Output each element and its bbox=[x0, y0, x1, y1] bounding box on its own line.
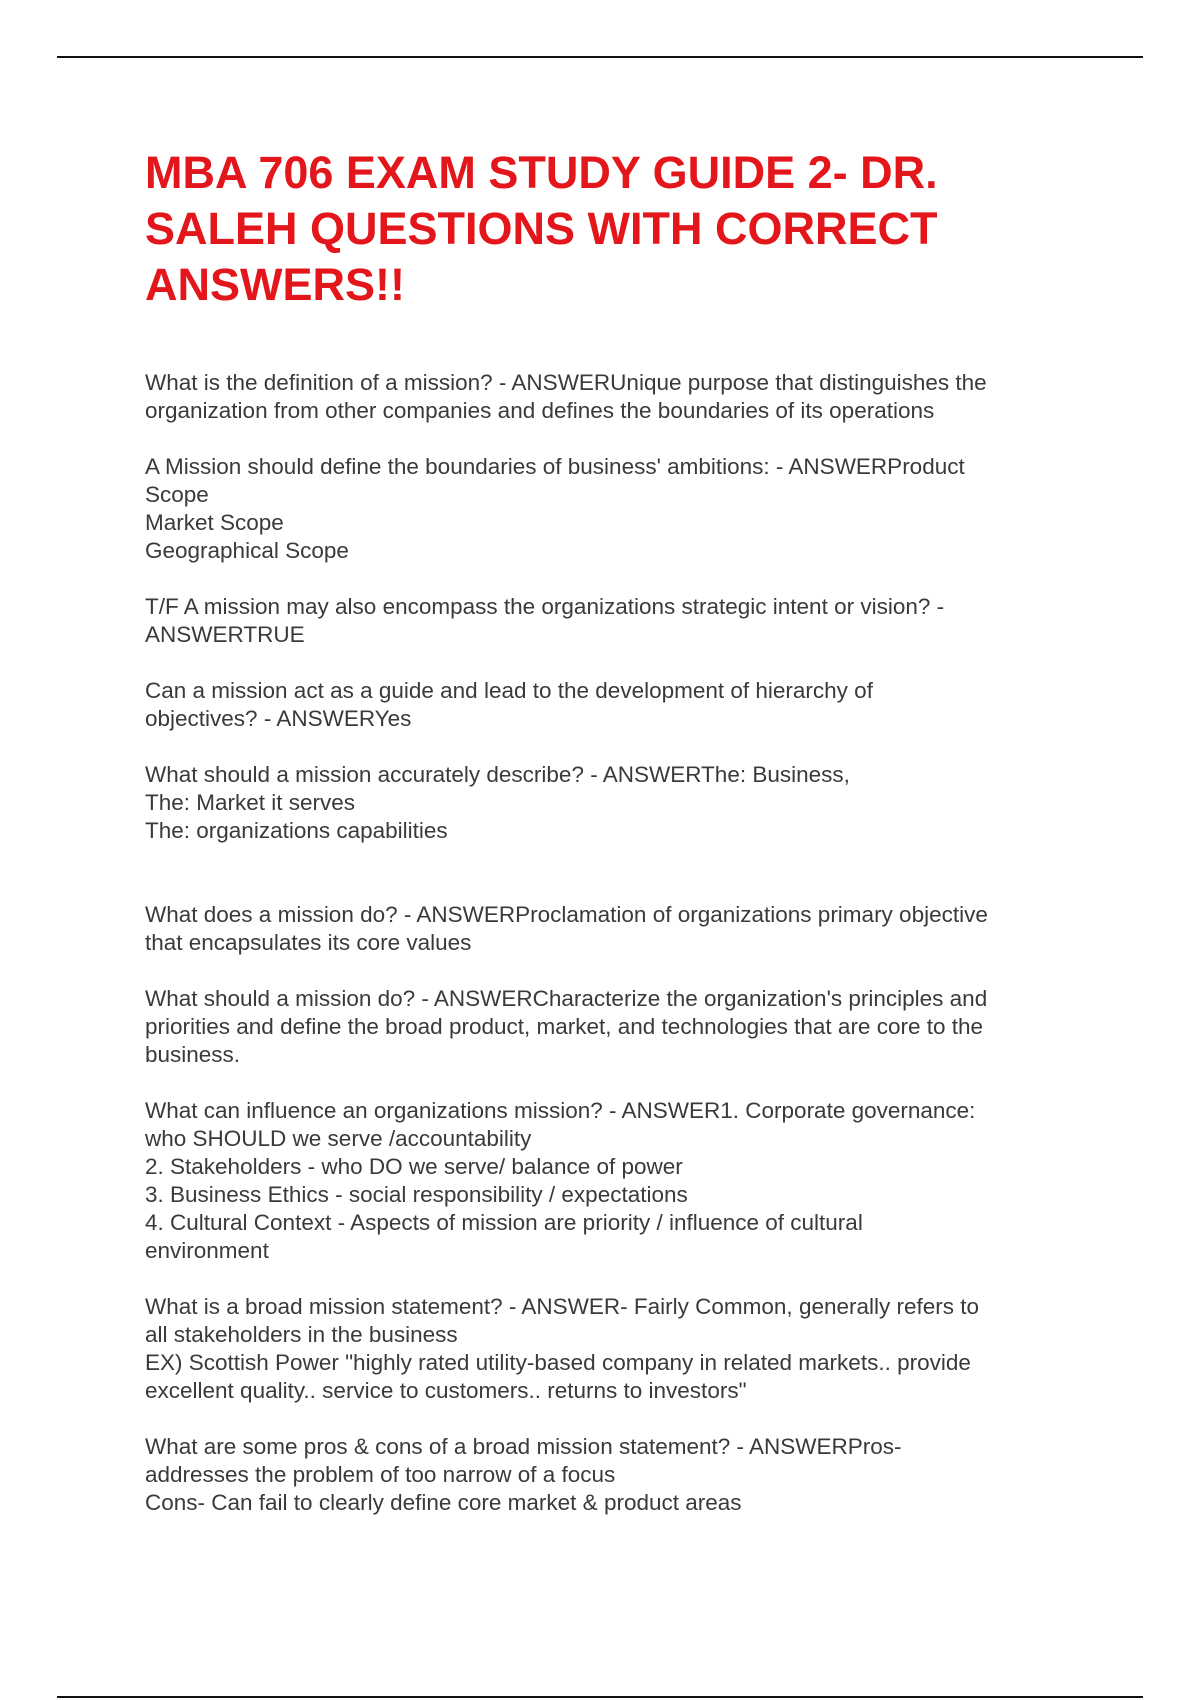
qa-line: excellent quality.. service to customers.. returns to investors" bbox=[145, 1378, 747, 1403]
qa-entry bbox=[145, 677, 1075, 733]
qa-line: What is a broad mission statement? - ANSWER- Fairly Common, generally refers to bbox=[145, 1294, 980, 1319]
qa-entry bbox=[145, 1433, 1075, 1517]
qa-entry bbox=[145, 901, 1075, 957]
qa-entry bbox=[145, 761, 1075, 845]
qa-entry bbox=[145, 985, 1075, 1069]
qa-line: What should a mission do? - ANSWERCharacterize the organization's principles and bbox=[145, 986, 988, 1011]
qa-line: What should a mission accurately describe? - ANSWERThe: Business, bbox=[145, 762, 850, 787]
qa-line: objectives? - ANSWERYes bbox=[145, 706, 412, 731]
qa-line: that encapsulates its core values bbox=[145, 930, 472, 955]
qa-line: T/F A mission may also encompass the organizations strategic intent or vision? - bbox=[145, 594, 945, 619]
qa-line: What is the definition of a mission? - ANSWERUnique purpose that distinguishes the bbox=[145, 370, 987, 395]
qa-line: environment bbox=[145, 1238, 269, 1263]
qa-line: What can influence an organizations mission? - ANSWER1. Corporate governance: bbox=[145, 1098, 976, 1123]
qa-line: A Mission should define the boundaries of business' ambitions: - ANSWERProduct bbox=[145, 454, 965, 479]
document-title: MBA 706 EXAM STUDY GUIDE 2- DR. SALEH QUESTIONS WITH CORRECT ANSWERS!! bbox=[145, 147, 938, 310]
bottom-rule bbox=[57, 1696, 1143, 1698]
qa-line: priorities and define the broad product, market, and technologies that are core to the bbox=[145, 1014, 984, 1039]
qa-line: What are some pros & cons of a broad mission statement? - ANSWERPros- bbox=[145, 1434, 902, 1459]
document-page bbox=[145, 145, 1075, 1545]
qa-line: The: Market it serves bbox=[145, 790, 356, 815]
top-rule bbox=[57, 56, 1143, 58]
qa-entry bbox=[145, 453, 1075, 565]
qa-line: all stakeholders in the business bbox=[145, 1322, 458, 1347]
qa-line: who SHOULD we serve /accountability bbox=[145, 1126, 532, 1151]
qa-line: ANSWERTRUE bbox=[145, 622, 305, 647]
qa-line: 2. Stakeholders - who DO we serve/ balance of power bbox=[145, 1154, 683, 1179]
qa-line: The: organizations capabilities bbox=[145, 818, 448, 843]
qa-line: 3. Business Ethics - social responsibility / expectations bbox=[145, 1182, 688, 1207]
qa-line: Cons- Can fail to clearly define core market & product areas bbox=[145, 1490, 742, 1515]
qa-entry bbox=[145, 369, 1075, 425]
qa-line: business. bbox=[145, 1042, 241, 1067]
qa-entry bbox=[145, 593, 1075, 649]
qa-line: organization from other companies and defines the boundaries of its operations bbox=[145, 398, 935, 423]
qa-entry bbox=[145, 1097, 1075, 1265]
qa-line: EX) Scottish Power "highly rated utility-based company in related markets.. provide bbox=[145, 1350, 971, 1375]
qa-list bbox=[145, 369, 1075, 1517]
qa-line: What does a mission do? - ANSWERProclamation of organizations primary objective bbox=[145, 902, 988, 927]
qa-line: addresses the problem of too narrow of a focus bbox=[145, 1462, 616, 1487]
qa-line: Can a mission act as a guide and lead to the development of hierarchy of bbox=[145, 678, 873, 703]
qa-line: Market Scope bbox=[145, 510, 284, 535]
qa-line: 4. Cultural Context - Aspects of mission are priority / influence of cultural bbox=[145, 1210, 863, 1235]
qa-line: Scope bbox=[145, 482, 209, 507]
qa-line: Geographical Scope bbox=[145, 538, 349, 563]
qa-entry bbox=[145, 1293, 1075, 1405]
